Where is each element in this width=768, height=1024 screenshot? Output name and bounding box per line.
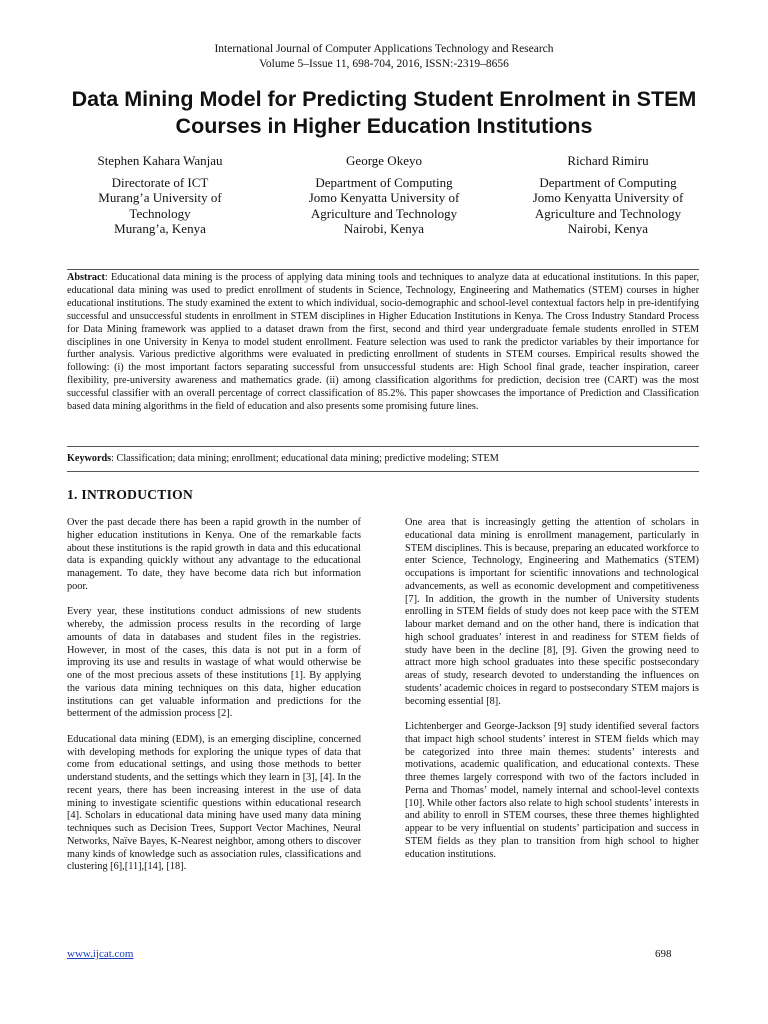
paragraph: Over the past decade there has been a rapid growth in the number of higher education institutions in Kenya. One of the remarkable facts about these institutions is the rapid growth in data and this educational data is expanding quickly without any advantage to the educational management. To date, they have become data rich but information poor. <box>67 517 361 592</box>
journal-name: International Journal of Computer Applications Technology and Research <box>214 43 554 55</box>
author-name: George Okeyo <box>346 153 422 168</box>
paragraph: Educational data mining (EDM), is an emerging discipline, concerned with developing methods for exploring the unique types of data that come from educational settings, and using those methods to better understand students, and the settings which they learn in [3], [4]. In the recent years, there has been increasing interest in the use of data mining to investigate scientific questions within educational research [4]. Scholars in educational data mining have used many data mining techniques such as Decision Trees, Support Vector Machines, Neural Networks, Naïve Bayes, K-Nearest neighbor, among others to discover many kinds of knowledge such as association rules, classifications and clustering [6],[11],[14], [18]. <box>67 733 361 873</box>
author-block <box>508 153 708 237</box>
page-number: 698 <box>655 948 672 960</box>
journal-website-link[interactable]: www.ijcat.com <box>67 948 134 960</box>
author-affiliation: Department of Computing <box>539 174 677 190</box>
keywords-label: Keywords <box>67 453 112 464</box>
author-block <box>60 153 260 237</box>
author-affiliation: Directorate of ICT <box>111 174 209 190</box>
author-name: Stephen Kahara Wanjau <box>97 153 223 168</box>
author-location: Nairobi, Kenya <box>343 221 425 236</box>
abstract-top-rule <box>67 269 699 270</box>
paragraph: Every year, these institutions conduct admissions of new students whereby, the admission process results in the recording of large amounts of data in databases and student files in the registries. However, in most of the cases, this data is not put in a form of improving its use and results in wastage of what would otherwise be one of the most precious assets of these institutions [1]. By applying the various data mining techniques on this data, higher education institutions can get valuable information and predictions for the betterment of the admission process [2]. <box>67 606 361 720</box>
abstract-label: Abstract <box>67 272 105 283</box>
section-heading: 1. INTRODUCTION <box>67 487 194 502</box>
journal-volume: Volume 5–Issue 11, 698-704, 2016, ISSN:-2319–8656 <box>259 58 509 70</box>
keywords <box>67 452 699 465</box>
author-name: Richard Rimiru <box>567 153 649 168</box>
abstract-text: : Educational data mining is the process of applying data mining tools and techniques to analyze data at educational institutions. In this paper, educational data mining was used to predict enrollment of students in Science, Technology, Engineering and Mathematics (STEM) courses in higher educational institutions. The study examined the extent to which individual, socio-demographic and school-level contextual factors help in pre-identifying successful and unsuccessful students in enrollment in STEM disciplines in Higher Education Institutions in Kenya. The Cross Industry Standard Process for Data Mining framework was applied to a dataset drawn from the first, second and third year undergraduate female students enrolled in STEM disciplines in one University in Kenya to model student enrollment. Feature selection was used to rank the predictor variables by their importance for further analysis. Various predictive algorithms were evaluated in predicting enrollment of students in STEM courses. Empirical results showed the following: (i) the most important factors separating successful from unsuccessful students are: High School final grade, teacher inspiration, career flexibility, pre-university awareness and mathematics grade. (ii) among classification algorithms for prediction, decision tree (CART) was the most successful classifier with an overall percentage of correct classification of 85.2%. This paper showcases the importance of Prediction and Classification based data mining algorithms in the field of education and also presents some promising future lines. <box>67 272 699 413</box>
paragraph: Lichtenberger and George-Jackson [9] study identified several factors that impact high school students’ interest in STEM fields which may be categorized into three main themes: students’ interests and motivations, academic qualification, and educational contexts. These three themes largely correspond with two of the factors included in Perna and Thomas’ model, namely internal and school-level contexts [10]. While other factors also relate to high school students’ interests in and ability to enroll in STEM courses, these three themes highlighted appear to be very influential on students’ participation and success in STEM fields as they plan to transition from high school to higher education institutions. <box>405 721 699 860</box>
abstract <box>67 272 699 414</box>
author-affiliation: Murang’a University of <box>98 190 222 205</box>
author-affiliation: Jomo Kenyatta University of <box>308 190 460 205</box>
author-affiliation: Agriculture and Technology <box>534 205 682 221</box>
abstract-bottom-rule <box>67 446 699 447</box>
keywords-text: : Classification; data mining; enrollment; educational data mining; predictive modeling; STEM <box>111 453 499 464</box>
author-affiliation: Jomo Kenyatta University of <box>532 190 684 205</box>
author-location: Nairobi, Kenya <box>567 221 649 236</box>
author-block <box>284 153 484 237</box>
paper-title: Data Mining Model for Predicting Student Enrolment in STEM Courses in Higher Education Institutions <box>71 87 697 138</box>
author-affiliation: Technology <box>129 205 191 221</box>
paragraph: One area that is increasingly getting the attention of scholars in educational data mining is enrollment management, particularly in STEM disciplines. This is because, preparing an educated workforce to enter Science, Technology, Engineering and Mathematics (STEM) occupations is important for scientific innovations and technological advancements, as well as economic development and competitiveness [7]. In addition, the growth in the number of University students enrolling in STEM fields of study does not keep pace with the STEM labour market demand and on the other hand, there is indication that high school graduates’ interest in and readiness for STEM fields of study have been in the decline [8], [9]. Given the growing need to attract more high school graduates into these specific postsecondary areas of study, research devoted to understanding the influences on students’ academic choices in regard to postsecondary STEM majors is becoming essential [8]. <box>405 517 699 707</box>
author-affiliation: Agriculture and Technology <box>310 205 458 221</box>
right-column <box>405 517 699 874</box>
author-affiliation: Department of Computing <box>315 174 453 190</box>
left-column <box>67 517 361 887</box>
author-location: Murang’a, Kenya <box>114 221 206 236</box>
keywords-rule <box>67 471 699 472</box>
